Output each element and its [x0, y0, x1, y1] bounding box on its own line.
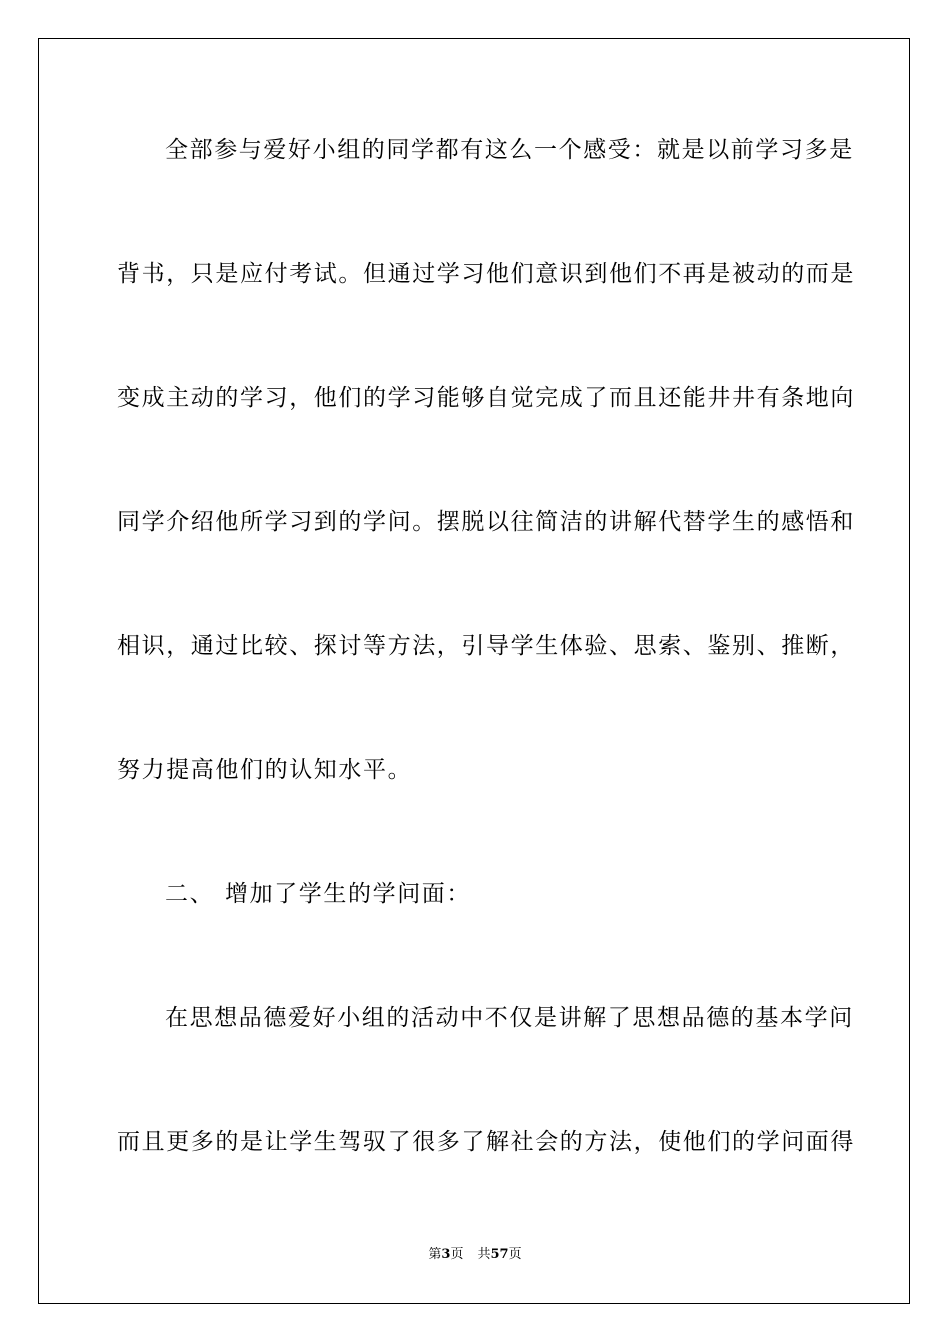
paragraph-line: 全部参与爱好小组的同学都有这么一个感受：就是以前学习多是	[165, 137, 854, 163]
page-border	[38, 38, 910, 1304]
total-suffix: 页	[508, 1247, 522, 1262]
total-pages: 57	[490, 1247, 509, 1262]
page-prefix: 第	[428, 1247, 442, 1262]
page-suffix: 页	[450, 1247, 464, 1262]
paragraph-line: 在思想品德爱好小组的活动中不仅是讲解了思想品德的基本学问	[165, 1005, 854, 1031]
page-number: 3	[441, 1247, 451, 1262]
page-footer	[0, 1246, 950, 1264]
paragraph-line: 相识，通过比较、探讨等方法，引导学生体验、思索、鉴别、推断，	[117, 633, 855, 659]
section-heading	[165, 879, 881, 909]
paragraph-line: 努力提高他们的认知水平。	[117, 757, 413, 783]
paragraph-line: 而且更多的是让学生驾驭了很多了解社会的方法，使他们的学问面得	[117, 1129, 855, 1155]
paragraph-line: 变成主动的学习，他们的学习能够自觉完成了而且还能井井有条地向	[117, 385, 855, 411]
paragraph-line: 同学介绍他所学习到的学问。摆脱以往简洁的讲解代替学生的感悟和	[117, 509, 855, 535]
paragraph-line: 背书，只是应付考试。但通过学习他们意识到他们不再是被动的而是	[117, 261, 855, 287]
section-number: 二、	[165, 881, 215, 907]
section-title: 增加了学生的学问面：	[225, 881, 471, 907]
total-prefix: 共	[477, 1247, 491, 1262]
